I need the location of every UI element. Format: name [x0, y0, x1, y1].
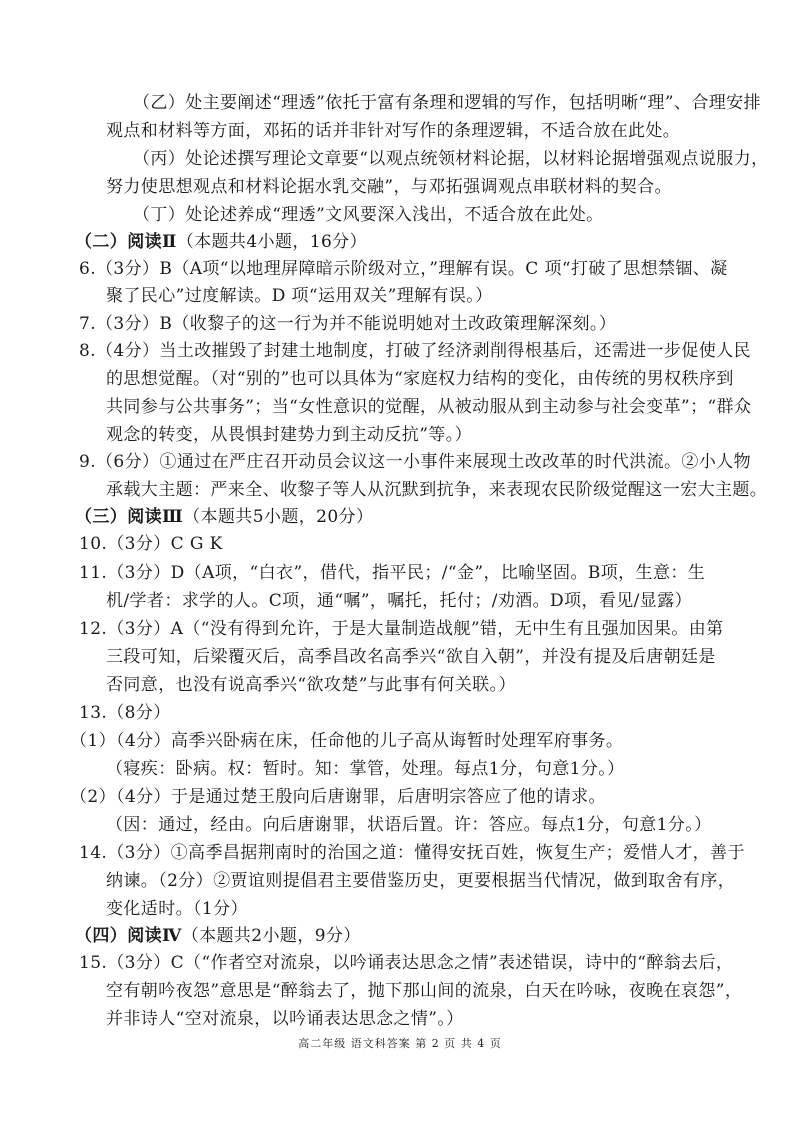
answer-line: 并非诗人“空对流泉，以吟诵表达思念之情”。）: [106, 1009, 464, 1029]
answer-line: 观念的转变，从畏惧封建势力到主动反抗”等。）: [106, 425, 472, 445]
answer-line: （因：通过，经由。向后唐谢罪，状语后置。许：答应。每点1分，句意1分。）: [106, 815, 712, 835]
answer-line: 7.（3分）B（收黎子的这一行为并不能说明她对土改政策理解深刻。）: [79, 314, 617, 334]
section-heading: [75, 506, 373, 528]
answer-line: （寝疾：卧病。权：暂时。知：掌管，处理。每点1分，句意1分。）: [106, 759, 625, 779]
answer-line: 13.（8分）: [79, 703, 171, 723]
section-heading: [75, 925, 361, 947]
section-title: （二）阅读Ⅱ: [75, 232, 177, 252]
answer-line: 11.（3分）D（A项，“白衣”，借代，指平民；/“金”，比喻坚固。B项，生意：生: [79, 563, 706, 583]
page-footer: 高二年级 语文科答案 第 2 页 共 4 页: [298, 1037, 502, 1050]
section-title: （四）阅读Ⅳ: [75, 926, 182, 946]
answer-line: 9.（6分）①通过在严庄召开动员会议这一小事件来展现土改改革的时代洪流。②小人物: [79, 452, 752, 472]
answer-line: 6.（3分）B（A项“以地理屏障暗示阶级对立，”理解有误。C 项“打破了思想禁锢、凝: [79, 259, 728, 279]
answer-line: 10.（3分）C G K: [79, 534, 223, 554]
answer-line: 聚了民心”过度解读。D 项“运用双关”理解有误。）: [106, 286, 493, 306]
section-note: （本题共4小题，16分）: [176, 232, 367, 252]
section-note: （本题共5小题，20分）: [183, 507, 374, 527]
text-line: 观点和材料等方面，邓拓的话并非针对写作的条理逻辑，不适合放在此处。: [106, 121, 681, 141]
answer-line: 纳谏。（2分）②贾谊则提倡君主要借鉴历史，更要根据当代情况，做到取舍有序，: [106, 871, 736, 891]
answer-line: （2）（4分）于是通过楚王殷向后唐谢罪，后唐明宗答应了他的请求。: [70, 787, 606, 807]
text-line: （乙）处主要阐述“理透”依托于富有条理和逻辑的写作，包括明晰“理”、合理安排: [133, 93, 761, 113]
answer-line: 14.（3分）①高季昌据荆南时的治国之道：懂得安抚百姓，恢复生产；爱惜人才，善于: [79, 843, 745, 863]
answer-line: 变化适时。（1分）: [106, 899, 248, 919]
answer-line: 机/学者：求学的人。C项，通“嘱”，嘱托，托付；/劝酒。D项，看见/显露）: [106, 591, 693, 611]
section-note: （本题共2小题，9分）: [181, 926, 361, 946]
text-line: （丙）处论述撰写理论文章要“以观点统领材料论据，以材料论据增强观点说服力，: [133, 149, 769, 169]
answer-line: 空有朝吟夜怨”意思是“醉翁去了，抛下那山间的流泉，白天在吟咏，夜晚在哀怨”，: [106, 981, 743, 1001]
answer-line: 12.（3分）A（“没有得到允许，于是大量制造战舰”错，无中生有且强加因果。由第: [79, 619, 724, 639]
answer-line: 否同意，也没有说高季兴“欲攻楚”与此事有何关联。）: [106, 675, 516, 695]
text-line: 努力使思想观点和材料论据水乳交融”，与邓拓强调观点串联材料的契合。: [106, 177, 672, 197]
answer-line: 的思想觉醒。（对“别的”也可以具体为“家庭权力结构的变化，由传统的男权秩序到: [106, 369, 734, 389]
answer-line: （1）（4分）高季兴卧病在床，任命他的儿子高从诲暂时处理军府事务。: [70, 731, 624, 751]
answer-line: 三段可知，后梁覆灭后，高季昌改名高季兴“欲自入朝”，并没有提及后唐朝廷是: [106, 647, 716, 667]
section-title: （三）阅读Ⅲ: [75, 507, 184, 527]
answer-line: 15.（3分）C（“作者空对流泉，以吟诵表达思念之情”表述错误，诗中的“醉翁去后，: [79, 953, 734, 973]
answer-line: 共同参与公共事务”；当“女性意识的觉醒，从被动服从到主动参与社会变革”；“群众: [106, 397, 752, 417]
answer-line: 承载大主题：严来全、收黎子等人从沉默到抗争，来表现农民阶级觉醒这一宏大主题。: [106, 480, 768, 500]
section-heading: [75, 231, 367, 253]
text-line: （丁）处论述养成“理透”文风要深入浅出，不适合放在此处。: [133, 205, 604, 225]
answer-line: 8.（4分）当土改摧毁了封建土地制度，打破了经济剥削得根基后，还需进一步促使人民: [79, 341, 752, 361]
